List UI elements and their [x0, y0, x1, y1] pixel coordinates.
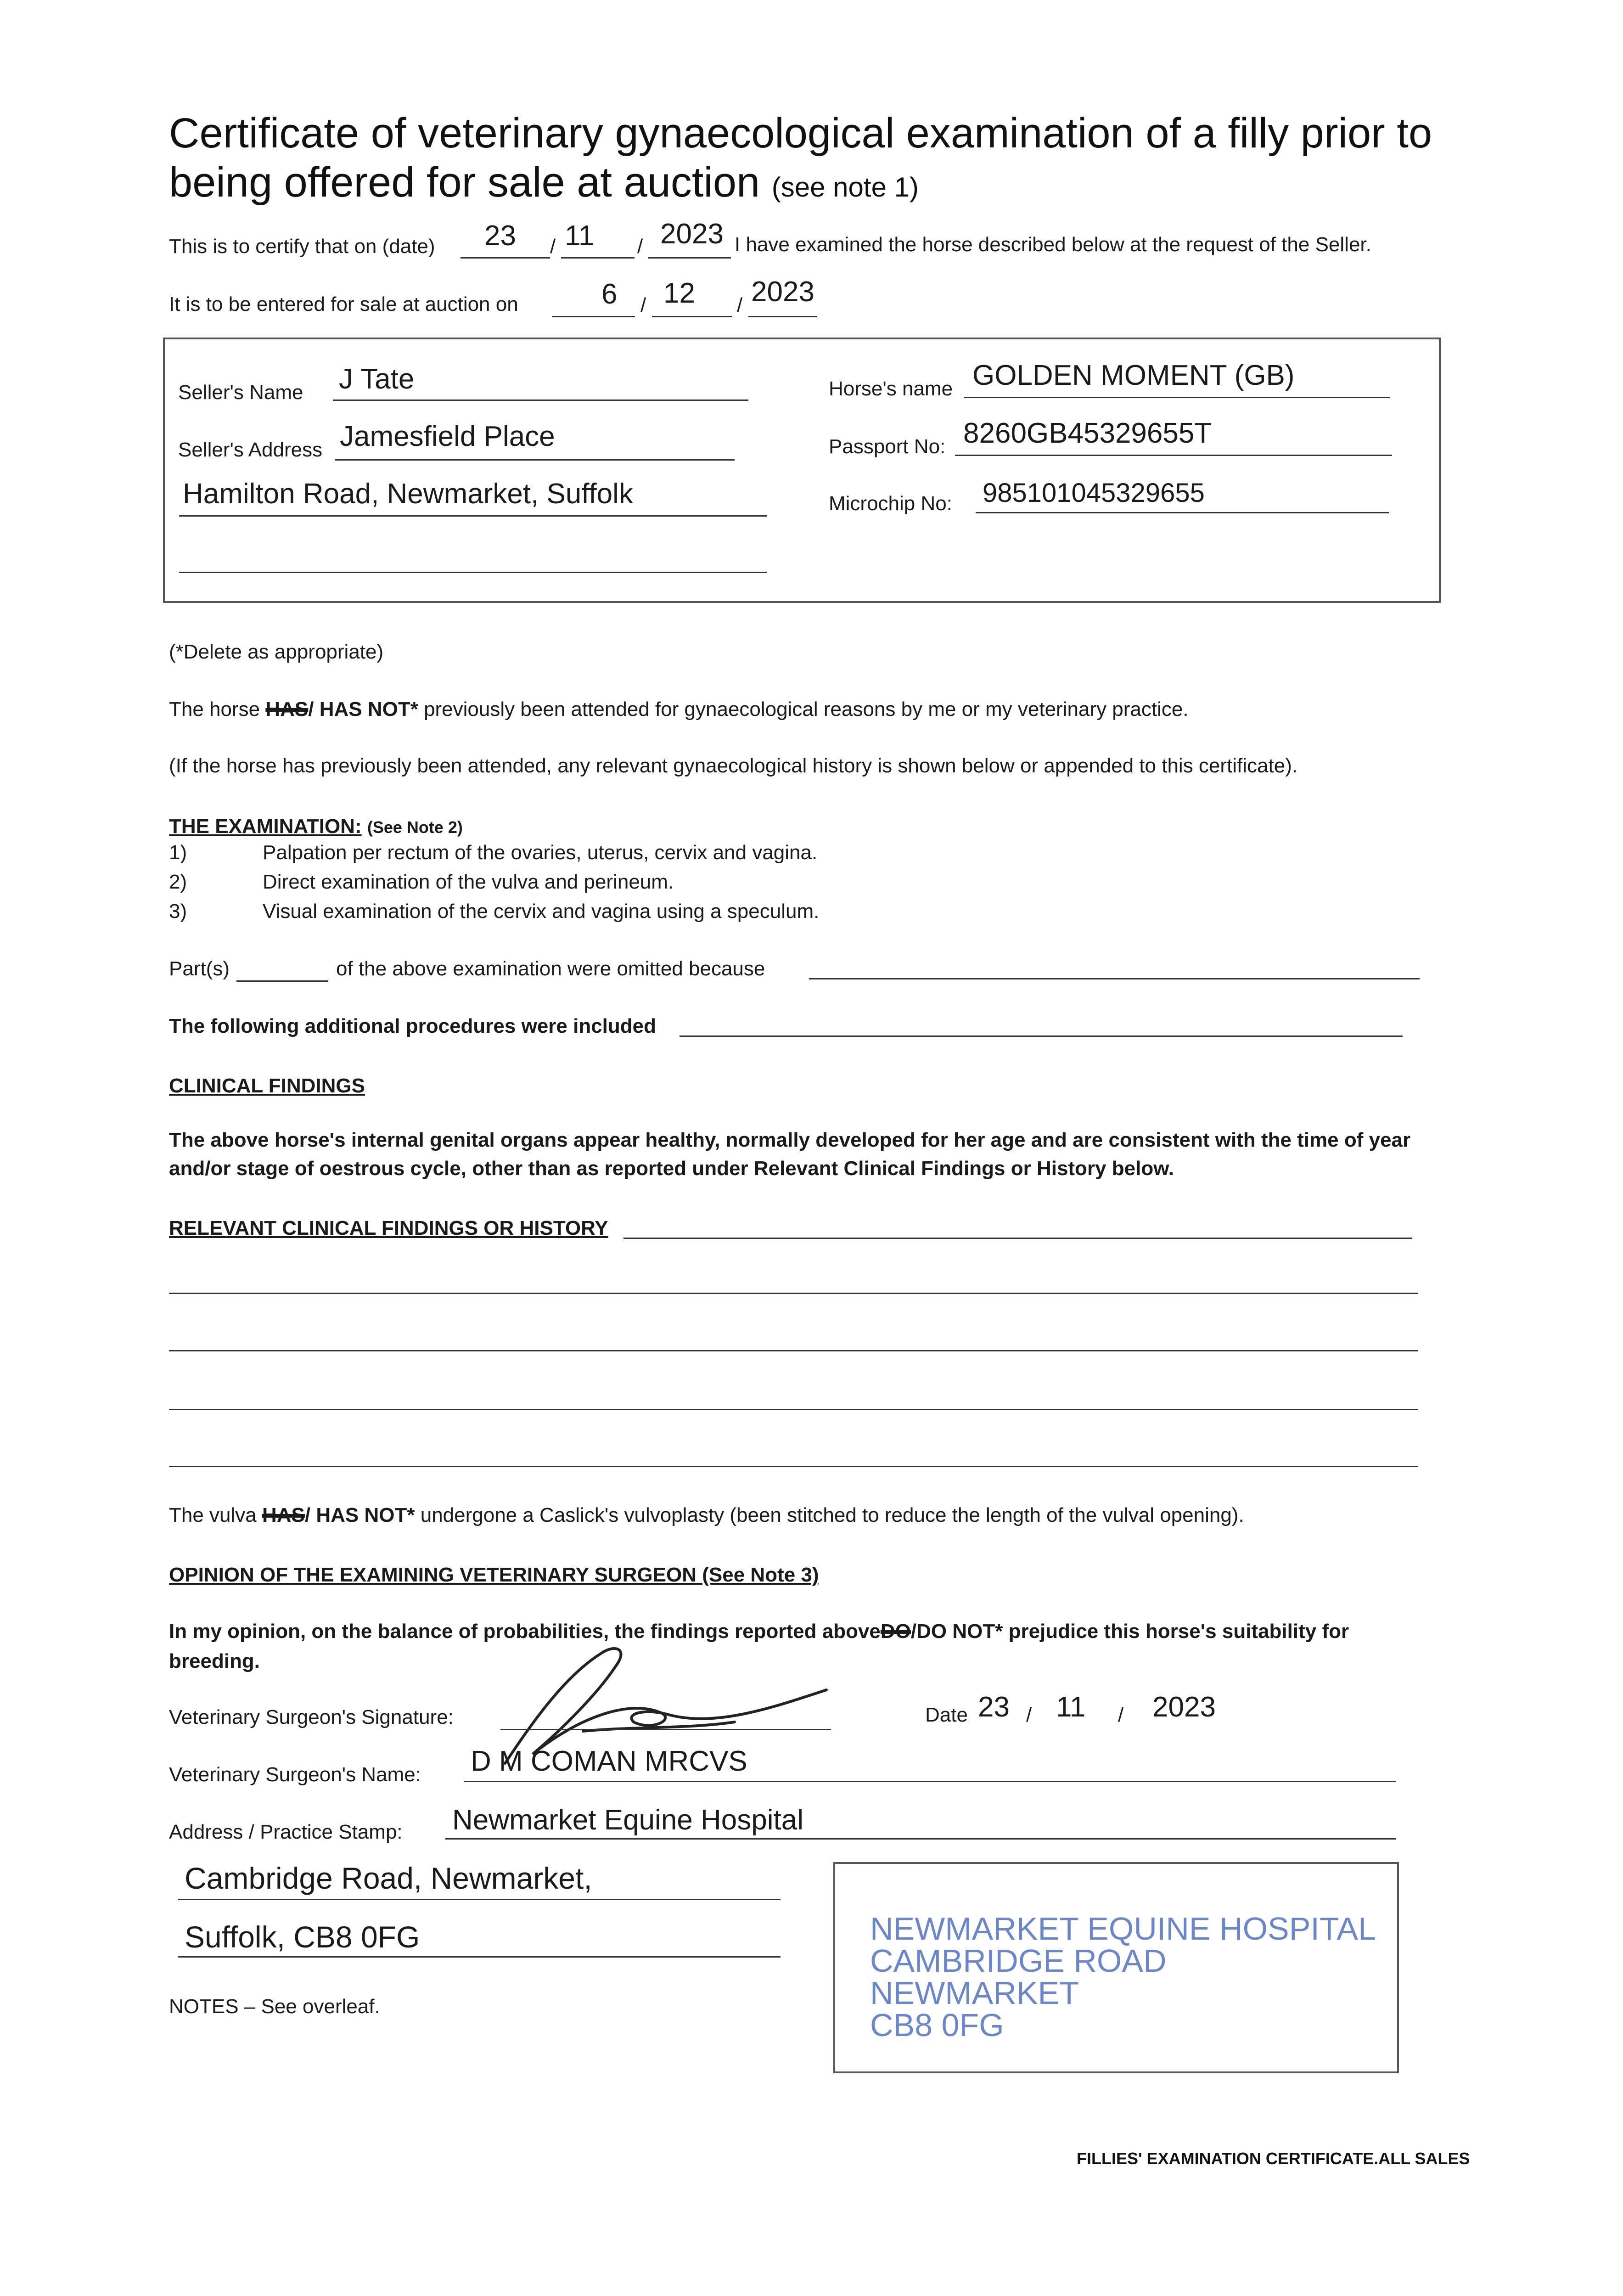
- vet-date-year: 2023: [1152, 1691, 1216, 1723]
- seller-address-1: Jamesfield Place: [340, 421, 555, 452]
- vet-date-sep-1: /: [1026, 1704, 1032, 1726]
- microchip-number: 985101045329655: [983, 478, 1205, 508]
- attended-note: (If the horse has previously been attended, any relevant gynaecological history is shown below or appended to this certificate).: [169, 754, 1298, 777]
- clinical-statement-1: The above horse's internal genital organs appear healthy, normally developed for her age and are consistent with the time of year: [169, 1129, 1411, 1151]
- certify-suffix: I have examined the horse described below at the request of the Seller.: [735, 233, 1371, 256]
- practice-address-2: Cambridge Road, Newmarket,: [185, 1861, 592, 1895]
- seller-name-label: Seller's Name: [178, 381, 303, 404]
- vulva-struck: HAS: [262, 1504, 305, 1526]
- clinical-heading: CLINICAL FINDINGS: [169, 1075, 365, 1097]
- seller-address-2: Hamilton Road, Newmarket, Suffolk: [183, 478, 633, 510]
- vulva-suffix: undergone a Caslick's vulvoplasty (been stitched to reduce the length of the vulval opening).: [420, 1504, 1244, 1526]
- auction-sep-2: /: [737, 294, 743, 316]
- exam-item-num-1: 1): [169, 841, 187, 864]
- stamp-line-2: CAMBRIDGE ROAD: [870, 1943, 1167, 1979]
- attended-suffix: previously been attended for gynaecological reasons by me or my veterinary practice.: [424, 698, 1189, 720]
- attended-struck: HAS: [265, 698, 309, 720]
- auction-day: 6: [601, 278, 618, 310]
- opinion-struck: DO: [880, 1620, 911, 1643]
- vet-name: D M COMAN MRCVS: [471, 1745, 747, 1777]
- stamp-line-3: NEWMARKET: [870, 1975, 1079, 2011]
- auction-sep-1: /: [640, 294, 646, 316]
- vulva-choice: / HAS NOT*: [304, 1504, 415, 1526]
- examination-heading-note: (See Note 2): [367, 818, 463, 837]
- examination-heading-text: THE EXAMINATION:: [169, 815, 362, 838]
- opinion-suffix: /DO NOT* prejudice this horse's suitability for: [910, 1620, 1349, 1643]
- title-line-2: [169, 158, 919, 207]
- certify-prefix: This is to certify that on (date): [169, 235, 435, 258]
- signature-label: Veterinary Surgeon's Signature:: [169, 1706, 454, 1728]
- title-line-2-text: being offered for sale at auction: [169, 159, 760, 206]
- notes-overleaf: NOTES – See overleaf.: [169, 1995, 380, 2018]
- omitted-prefix: Part(s): [169, 957, 230, 980]
- horse-name: GOLDEN MOMENT (GB): [972, 360, 1295, 391]
- practice-stamp-label: Address / Practice Stamp:: [169, 1821, 403, 1843]
- exam-item-num-2: 2): [169, 871, 187, 893]
- vet-date-sep-2: /: [1118, 1704, 1124, 1726]
- exam-item-text-2: Direct examination of the vulva and perineum.: [263, 871, 674, 893]
- vulva-line: [169, 1504, 1244, 1527]
- exam-month: 11: [565, 220, 595, 252]
- seller-address-label: Seller's Address: [178, 439, 323, 461]
- footer-label: FILLIES' EXAMINATION CERTIFICATE.ALL SALES: [1077, 2149, 1470, 2168]
- practice-address-3: Suffolk, CB8 0FG: [185, 1920, 420, 1954]
- horse-name-label: Horse's name: [829, 377, 953, 400]
- relevant-heading: RELEVANT CLINICAL FINDINGS OR HISTORY: [169, 1217, 608, 1239]
- vet-date-month: 11: [1056, 1691, 1086, 1723]
- passport-label: Passport No:: [829, 435, 946, 458]
- attended-prefix: The horse: [169, 698, 260, 720]
- opinion-heading: OPINION OF THE EXAMINING VETERINARY SURGEON (See Note 3): [169, 1564, 819, 1586]
- date-sep-1: /: [550, 235, 556, 258]
- practice-address-1: Newmarket Equine Hospital: [452, 1804, 804, 1836]
- title-note: (see note 1): [771, 172, 919, 203]
- examination-heading: [169, 815, 463, 838]
- stamp-line-1: NEWMARKET EQUINE HOSPITAL: [870, 1911, 1376, 1947]
- additional-procedures: The following additional procedures were included: [169, 1015, 657, 1037]
- exam-item-text-3: Visual examination of the cervix and vagina using a speculum.: [263, 900, 820, 923]
- exam-year: 2023: [660, 218, 724, 250]
- delete-note: (*Delete as appropriate): [169, 641, 384, 663]
- opinion-line-2: breeding.: [169, 1650, 260, 1672]
- auction-prefix: It is to be entered for sale at auction on: [169, 293, 518, 315]
- omitted-suffix: of the above examination were omitted because: [336, 957, 765, 980]
- seller-name: J Tate: [339, 363, 415, 395]
- attended-line: [169, 698, 1189, 721]
- vet-date-label: Date: [925, 1704, 968, 1726]
- vulva-prefix: The vulva: [169, 1504, 257, 1526]
- opinion-prefix: In my opinion, on the balance of probabilities, the findings reported above: [169, 1620, 881, 1643]
- auction-year: 2023: [751, 276, 814, 308]
- vet-name-label: Veterinary Surgeon's Name:: [169, 1763, 421, 1786]
- auction-month: 12: [663, 277, 695, 309]
- passport-number: 8260GB45329655T: [963, 417, 1212, 449]
- clinical-statement-2: and/or stage of oestrous cycle, other than as reported under Relevant Clinical Findings or History below.: [169, 1157, 1174, 1180]
- stamp-line-4: CB8 0FG: [870, 2007, 1004, 2043]
- title-line-1: Certificate of veterinary gynaecological examination of a filly prior to: [169, 110, 1432, 157]
- exam-day: 23: [484, 220, 516, 252]
- attended-choice: / HAS NOT*: [308, 698, 418, 720]
- date-sep-2: /: [637, 235, 643, 258]
- vet-date-day: 23: [978, 1691, 1010, 1723]
- microchip-label: Microchip No:: [829, 492, 952, 515]
- exam-item-num-3: 3): [169, 900, 187, 923]
- exam-item-text-1: Palpation per rectum of the ovaries, uterus, cervix and vagina.: [263, 841, 818, 864]
